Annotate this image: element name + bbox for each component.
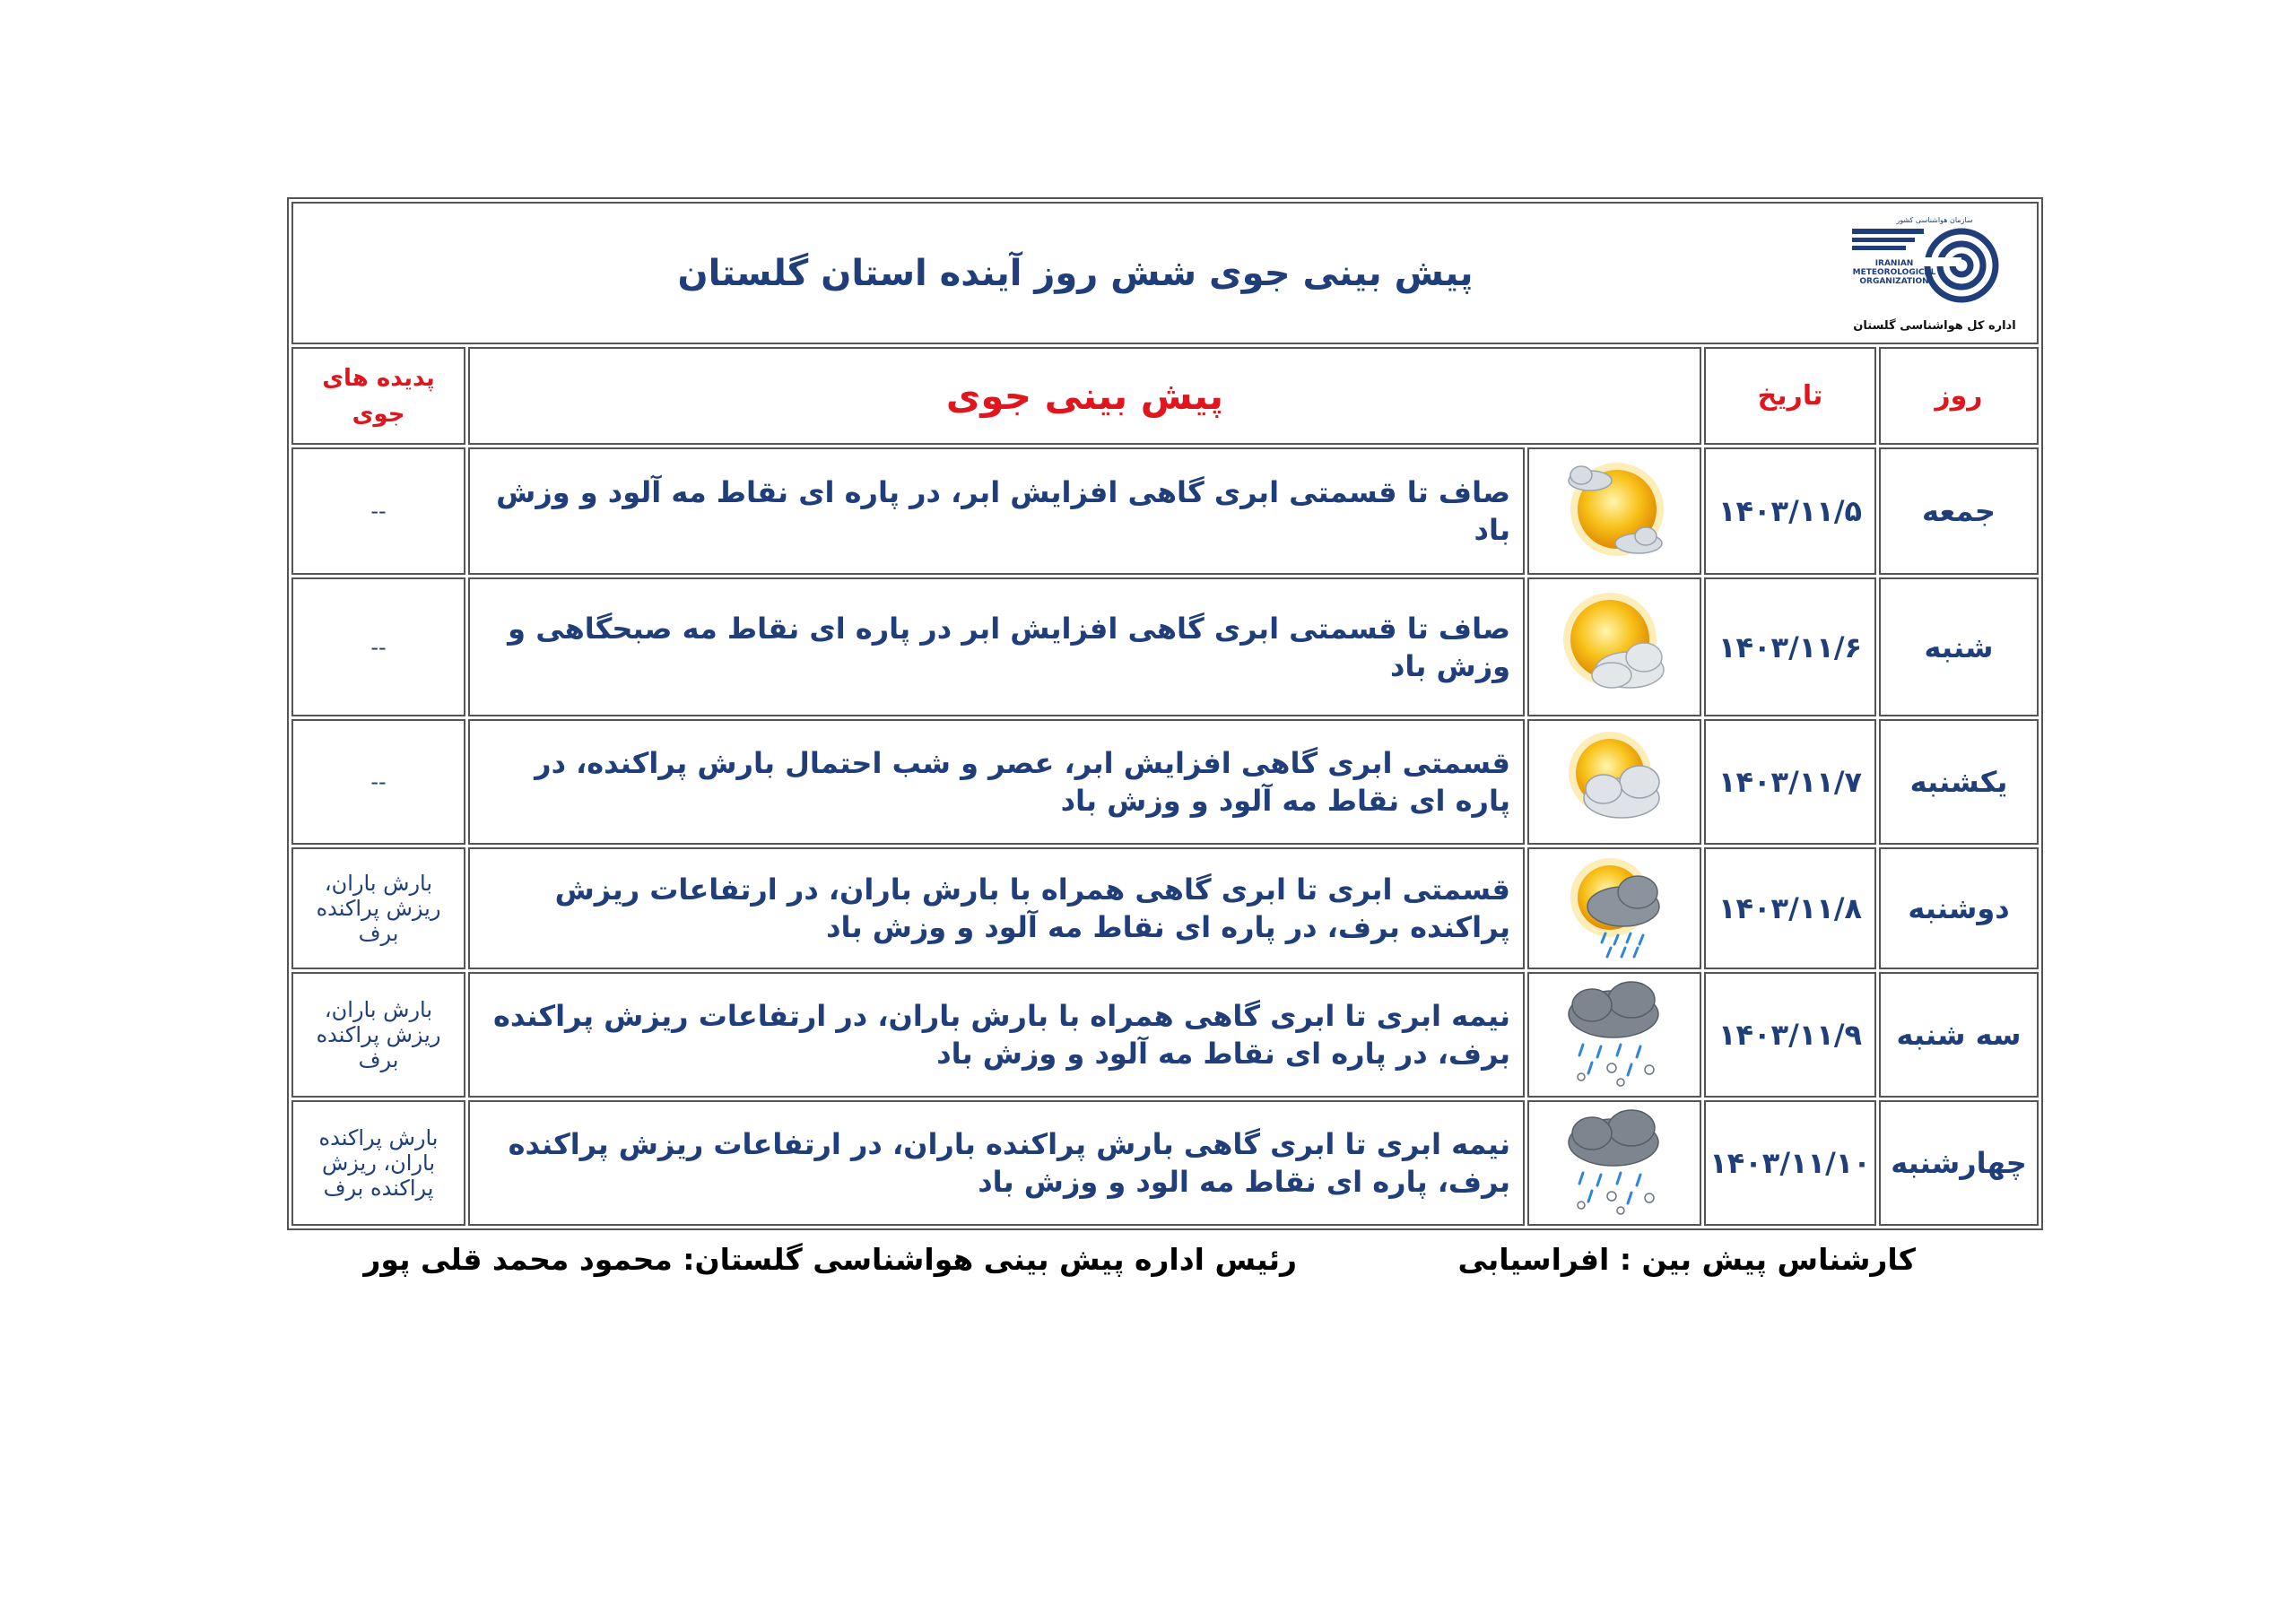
forecast-sheet — [287, 197, 2041, 1230]
weather-icon-cell — [1527, 719, 1701, 845]
organization-logo — [1845, 216, 2024, 333]
column-header-date: تاریخ — [1704, 347, 1876, 445]
cloud-rain-snow-icon — [1556, 1103, 1673, 1219]
column-header-forecast: پیش بینی جوی — [468, 347, 1701, 445]
day-cell: شنبه — [1879, 577, 2039, 716]
sun-cloud-rain-icon — [1561, 851, 1668, 963]
logo-name: IRANIAN METEOROLOGICAL ORGANIZATION — [1852, 259, 1936, 286]
phenomena-cell: -- — [291, 447, 465, 575]
table-row — [291, 972, 2039, 1098]
date-cell: ۱۴۰۳/۱۱/۵ — [1704, 447, 1876, 575]
logo-bottom-text: اداره کل هواشناسی گلستان — [1853, 319, 2016, 333]
forecast-description: نیمه ابری تا ابری گاهی بارش پراکنده باران، در ارتفاعات ریزش پراکنده برف، پاره ای نقاط مه الود و وزش باد — [468, 1100, 1525, 1226]
date-cell: ۱۴۰۳/۱۱/۶ — [1704, 577, 1876, 716]
forecast-description: قسمتی ابری گاهی افزایش ابر، عصر و شب احتمال بارش پراکنده، در پاره ای نقاط مه آلود و وزش باد — [468, 719, 1525, 845]
day-cell: جمعه — [1879, 447, 2039, 575]
phenomena-cell: -- — [291, 719, 465, 845]
title-row — [291, 202, 2039, 344]
forecast-description: نیمه ابری تا ابری گاهی همراه با بارش باران، در ارتفاعات ریزش پراکنده برف، در پاره ای نقاط مه آلود و وزش باد — [468, 972, 1525, 1098]
phenomena-cell: بارش پراکنده باران، ریزش پراکنده برف — [291, 1100, 465, 1226]
weather-icon-cell — [1527, 972, 1701, 1098]
table-row — [291, 447, 2039, 575]
sun-partly-cloudy-icon — [1556, 587, 1673, 704]
logo-top-text: سازمان هواشناسی کشور — [1896, 216, 1973, 224]
sun-partly-cloudy-icon — [1556, 454, 1673, 566]
day-cell: سه شنبه — [1879, 972, 2039, 1098]
phenomena-cell: بارش باران، ریزش پراکنده برف — [291, 972, 465, 1098]
cloud-rain-snow-icon — [1556, 975, 1673, 1091]
sun-cloudy-icon — [1561, 726, 1668, 834]
forecaster-name: کارشناس پیش بین : افراسیابی — [1457, 1242, 1916, 1277]
weather-icon-cell — [1527, 1100, 1701, 1226]
date-cell: ۱۴۰۳/۱۱/۹ — [1704, 972, 1876, 1098]
day-cell: یکشنبه — [1879, 719, 2039, 845]
day-cell: دوشنبه — [1879, 847, 2039, 969]
phenomena-cell: بارش باران، ریزش پراکنده برف — [291, 847, 465, 969]
title-cell — [291, 202, 2039, 344]
header-row — [291, 347, 2039, 445]
weather-icon-cell — [1527, 577, 1701, 716]
weather-icon-cell — [1527, 447, 1701, 575]
page-title: پیش بینی جوی شش روز آینده استان گلستان — [677, 252, 1474, 294]
column-header-phenomena: پدیده های جوی — [291, 347, 465, 445]
table-row — [291, 1100, 2039, 1226]
date-cell: ۱۴۰۳/۱۱/۱۰ — [1704, 1100, 1876, 1226]
forecast-description: صاف تا قسمتی ابری گاهی افزایش ابر در پاره ای نقاط مه صبحگاهی و وزش باد — [468, 577, 1525, 716]
table-row — [291, 719, 2039, 845]
weather-icon-cell — [1527, 847, 1701, 969]
date-cell: ۱۴۰۳/۱۱/۸ — [1704, 847, 1876, 969]
day-cell: چهارشنبه — [1879, 1100, 2039, 1226]
column-header-day: روز — [1879, 347, 2039, 445]
forecast-description: قسمتی ابری تا ابری گاهی همراه با بارش باران، در ارتفاعات ریزش پراکنده برف، در پاره ای نقاط مه آلود و وزش باد — [468, 847, 1525, 969]
forecast-description: صاف تا قسمتی ابری گاهی افزایش ابر، در پاره ای نقاط مه آلود و وزش باد — [468, 447, 1525, 575]
phenomena-cell: -- — [291, 577, 465, 716]
date-cell: ۱۴۰۳/۱۱/۷ — [1704, 719, 1876, 845]
forecast-table — [287, 197, 2043, 1230]
table-row — [291, 577, 2039, 716]
table-row — [291, 847, 2039, 969]
signature-footer — [287, 1242, 2041, 1296]
department-head-name: رئیس اداره پیش بینی هواشناسی گلستان: محمود محمد قلی پور — [363, 1242, 1297, 1277]
